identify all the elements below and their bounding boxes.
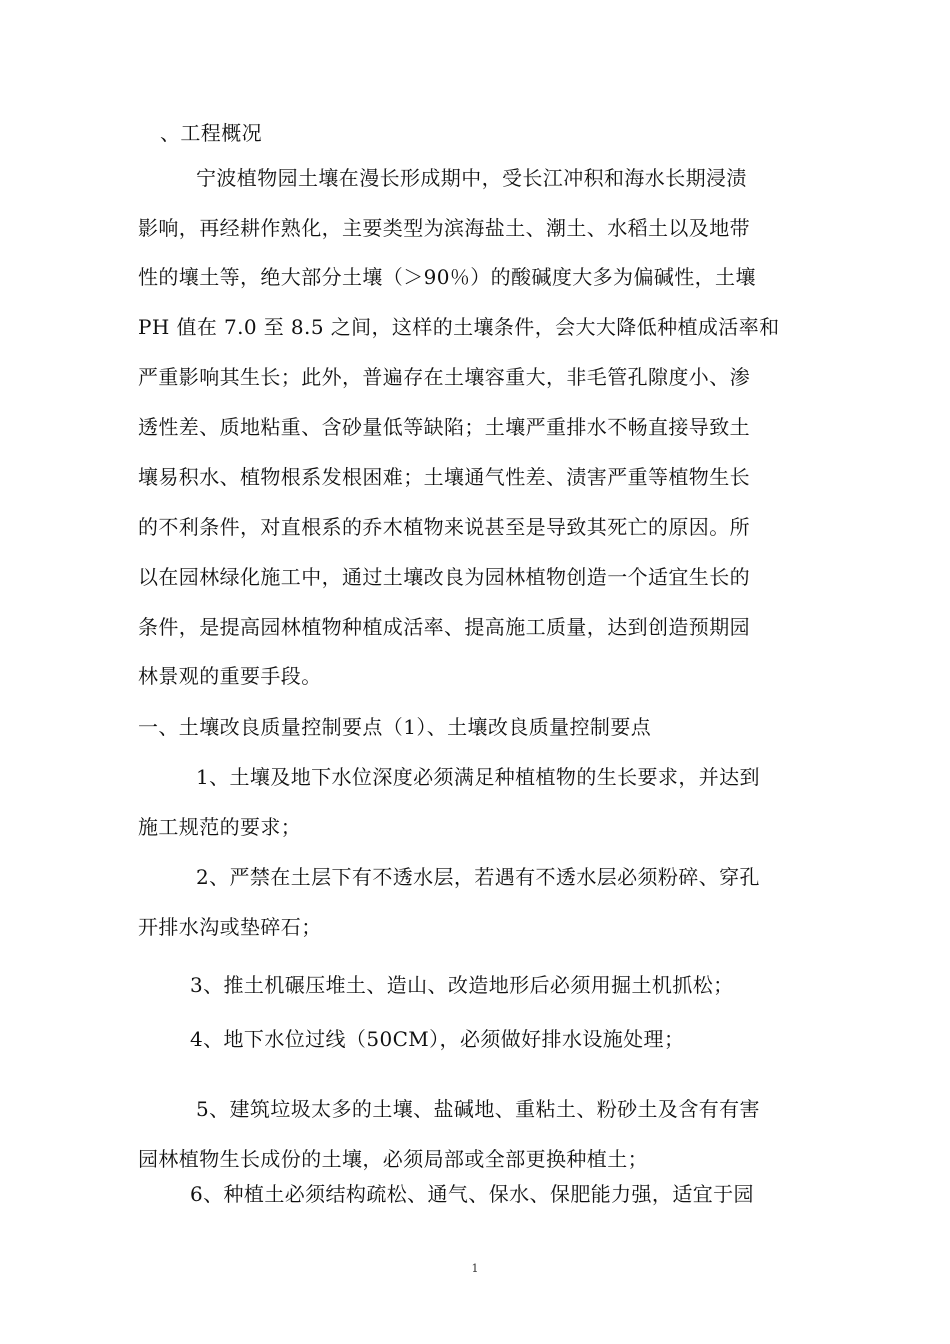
list-item: 3、推土机碾压堆土、造山、改造地形后必须用掘土机抓松； xyxy=(190,973,734,997)
list-item: 4、地下水位过线（50CM），必须做好排水设施处理； xyxy=(190,1027,685,1051)
paragraph-line: PH 值在 7.0 至 8.5 之间，这样的土壤条件，会大大降低种植成活率和 xyxy=(138,315,780,339)
list-item: 1、土壤及地下水位深度必须满足种植植物的生长要求，并达到 xyxy=(196,765,760,789)
paragraph-line: 透性差、质地粘重、含砂量低等缺陷；土壤严重排水不畅直接导致土 xyxy=(138,415,750,439)
paragraph-line: 影响，再经耕作熟化，主要类型为滨海盐土、潮土、水稻土以及地带 xyxy=(138,216,750,240)
paragraph-line: 严重影响其生长；此外，普遍存在土壤容重大，非毛管孔隙度小、渗 xyxy=(138,365,750,389)
paragraph-line: 宁波植物园土壤在漫长形成期中，受长江冲积和海水长期浸渍 xyxy=(196,166,747,190)
paragraph-line: 的不利条件，对直根系的乔木植物来说甚至是导致其死亡的原因。所 xyxy=(138,515,750,539)
paragraph-line: 条件，是提高园林植物种植成活率、提高施工质量，达到创造预期园 xyxy=(138,615,750,639)
page-number: 1 xyxy=(471,1262,479,1275)
paragraph-line: 壤易积水、植物根系发根困难；土壤通气性差、渍害严重等植物生长 xyxy=(138,465,750,489)
list-item-continuation: 园林植物生长成份的土壤，必须局部或全部更换种植土； xyxy=(138,1147,648,1171)
list-item: 2、严禁在土层下有不透水层，若遇有不透水层必须粉碎、穿孔 xyxy=(196,865,760,889)
paragraph-line: 性的壤土等，绝大部分土壤（＞90％）的酸碱度大多为偏碱性，土壤 xyxy=(138,265,756,289)
section-heading: 、工程概况 xyxy=(160,121,262,145)
list-item-continuation: 施工规范的要求； xyxy=(138,815,302,839)
paragraph-line: 林景观的重要手段。 xyxy=(138,664,322,688)
paragraph-line: 以在园林绿化施工中，通过土壤改良为园林植物创造一个适宜生长的 xyxy=(138,565,750,589)
list-item-continuation: 开排水沟或垫碎石； xyxy=(138,915,322,939)
section-title: 一、土壤改良质量控制要点（1）、土壤改良质量控制要点 xyxy=(138,715,652,739)
list-item: 6、种植土必须结构疏松、通气、保水、保肥能力强，适宜于园 xyxy=(190,1182,754,1206)
list-item: 5、建筑垃圾太多的土壤、盐碱地、重粘土、粉砂土及含有有害 xyxy=(196,1097,760,1121)
